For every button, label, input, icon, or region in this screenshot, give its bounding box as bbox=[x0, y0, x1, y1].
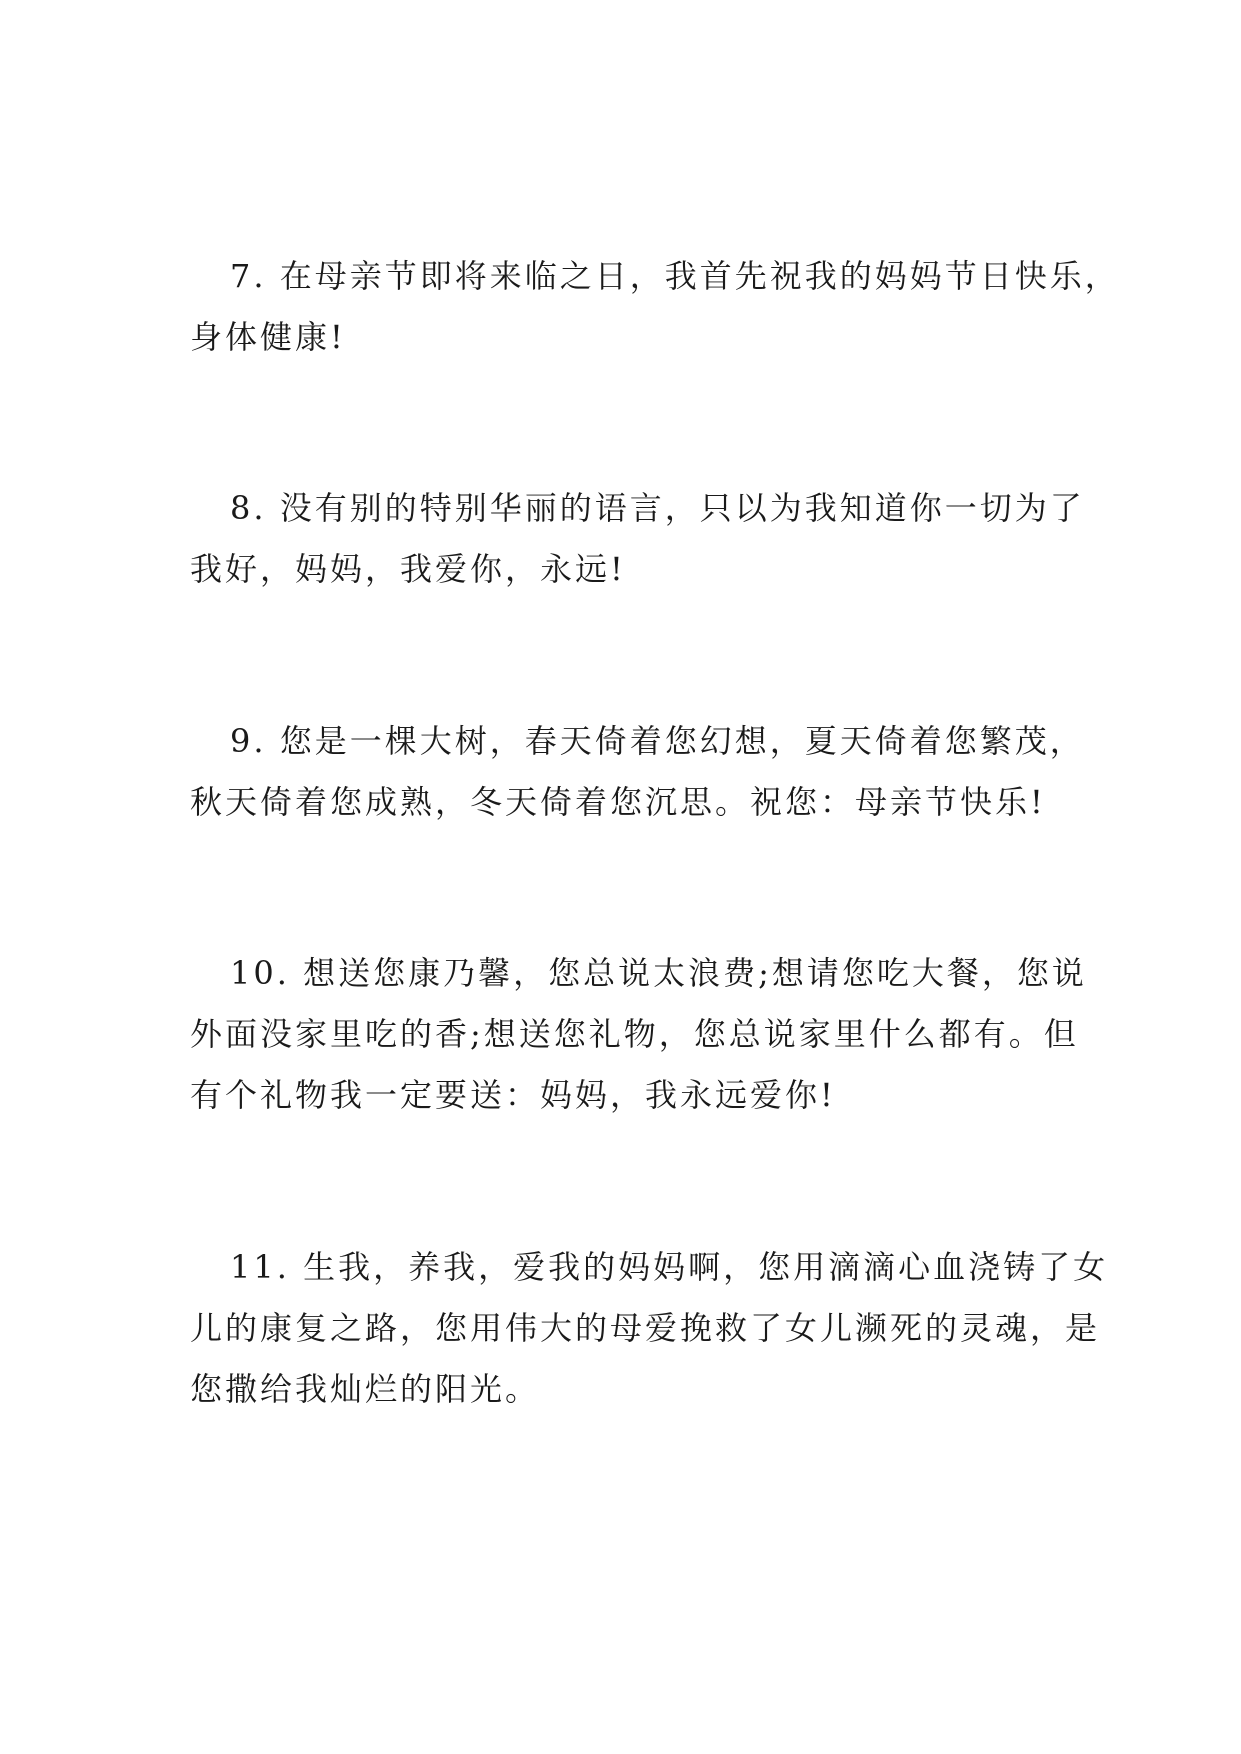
paragraph-line: 9. 您是一棵大树，春天倚着您幻想，夏天倚着您繁茂， bbox=[230, 722, 1085, 760]
paragraph-line: 8. 没有别的特别华丽的语言，只以为我知道你一切为了 bbox=[230, 489, 1085, 527]
paragraph-7 bbox=[190, 246, 1120, 368]
paragraph-line: 外面没家里吃的香;想送您礼物，您总说家里什么都有。但 bbox=[190, 1015, 1079, 1053]
paragraph-line: 身体健康! bbox=[190, 318, 346, 356]
paragraph-11 bbox=[190, 1237, 1109, 1420]
paragraph-line: 秋天倚着您成熟，冬天倚着您沉思。祝您：母亲节快乐! bbox=[190, 783, 1046, 821]
paragraph-line: 7. 在母亲节即将来临之日，我首先祝我的妈妈节日快乐， bbox=[230, 257, 1120, 295]
paragraph-line: 有个礼物我一定要送：妈妈，我永远爱你! bbox=[190, 1076, 836, 1114]
paragraph-9 bbox=[190, 711, 1085, 833]
paragraph-10 bbox=[190, 943, 1087, 1126]
paragraph-line: 11. 生我，养我，爱我的妈妈啊，您用滴滴心血浇铸了女 bbox=[230, 1248, 1109, 1286]
paragraph-line: 我好，妈妈，我爱你，永远! bbox=[190, 550, 626, 588]
paragraph-8 bbox=[190, 478, 1085, 600]
paragraph-line: 10. 想送您康乃馨，您总说太浪费;想请您吃大餐，您说 bbox=[230, 954, 1087, 992]
paragraph-line: 您撒给我灿烂的阳光。 bbox=[190, 1370, 541, 1408]
paragraph-line: 儿的康复之路，您用伟大的母爱挽救了女儿濒死的灵魂，是 bbox=[190, 1309, 1101, 1347]
